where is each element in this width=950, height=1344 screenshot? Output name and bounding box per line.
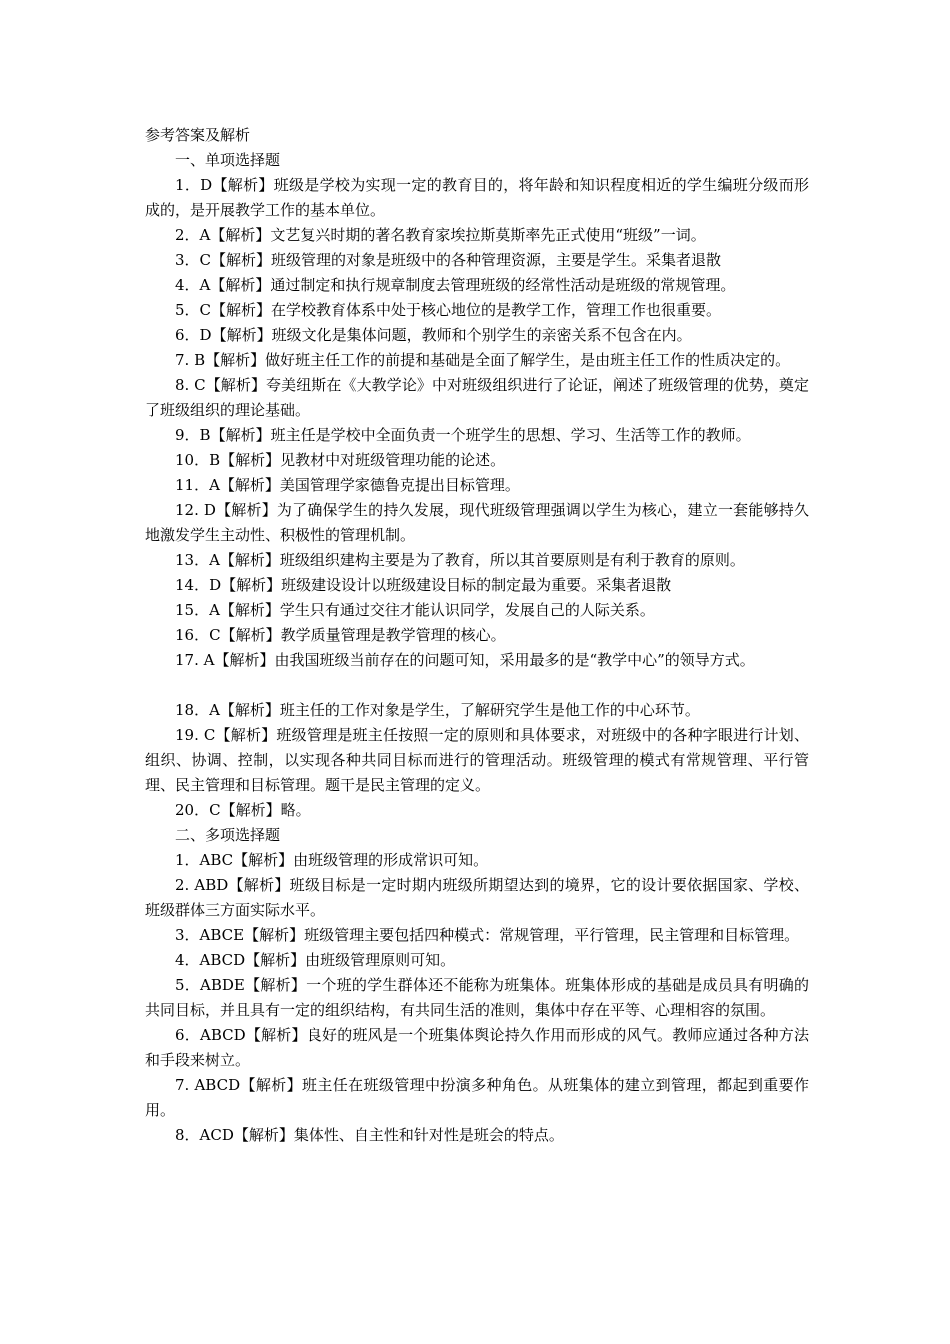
answer-item: 7. B【解析】做好班主任工作的前提和基础是全面了解学生，是由班主任工作的性质决定的。 [175, 351, 791, 369]
answer-item: 6．ABCD【解析】良好的班风是一个班集体舆论持久作用而形成的风气。教师应通过各种方法和手段来树立。 [145, 1026, 809, 1069]
answer-item: 5．C【解析】在学校教育体系中处于核心地位的是教学工作，管理工作也很重要。 [175, 301, 722, 319]
answer-item: 4．A【解析】通过制定和执行规章制度去管理班级的经常性活动是班级的常规管理。 [175, 276, 736, 294]
answer-item: 20．C【解析】略。 [175, 801, 311, 819]
blank-line [145, 673, 809, 698]
page-title: 参考答案及解析 [145, 126, 251, 144]
answer-item: 7. ABCD【解析】班主任在班级管理中扮演多种角色。从班集体的建立到管理，都起到重要作用。 [145, 1076, 809, 1119]
answer-item: 18．A【解析】班主任的工作对象是学生，了解研究学生是他工作的中心环节。 [175, 701, 700, 719]
answer-item: 17. A【解析】由我国班级当前存在的问题可知，采用最多的是“教学中心”的领导方式。 [175, 651, 755, 669]
answer-item: 3．ABCE【解析】班级管理主要包括四种模式：常规管理，平行管理，民主管理和目标管理。 [175, 926, 800, 944]
document-content [145, 123, 809, 1148]
answer-item: 19. C【解析】班级管理是班主任按照一定的原则和具体要求，对班级中的各种字眼进行计划、组织、协调、控制，以实现各种共同目标而进行的管理活动。班级管理的模式有常规管理、平行管理、民主管理和目标管理。题干是民主管理的定义。 [145, 726, 809, 794]
answer-item: 11．A【解析】美国管理学家德鲁克提出目标管理。 [175, 476, 520, 494]
answer-item: 3．C【解析】班级管理的对象是班级中的各种管理资源，主要是学生。采集者退散 [175, 251, 722, 269]
answer-item: 16．C【解析】教学质量管理是教学管理的核心。 [175, 626, 506, 644]
answer-item: 2．A【解析】文艺复兴时期的著名教育家埃拉斯莫斯率先正式使用“班级”一词。 [175, 226, 706, 244]
answer-item: 13．A【解析】班级组织建构主要是为了教育，所以其首要原则是有利于教育的原则。 [175, 551, 745, 569]
answer-item: 8．ACD【解析】集体性、自主性和针对性是班会的特点。 [175, 1126, 564, 1144]
answer-item: 6．D【解析】班级文化是集体问题，教师和个别学生的亲密关系不包含在内。 [175, 326, 692, 344]
answer-item: 9．B【解析】班主任是学校中全面负责一个班学生的思想、学习、生活等工作的教师。 [175, 426, 751, 444]
answer-item: 15．A【解析】学生只有通过交往才能认识同学，发展自己的人际关系。 [175, 601, 655, 619]
answer-item: 12. D【解析】为了确保学生的持久发展，现代班级管理强调以学生为核心，建立一套能够持久地激发学生主动性、积极性的管理机制。 [145, 501, 809, 544]
answer-item: 10．B【解析】见教材中对班级管理功能的论述。 [175, 451, 506, 469]
answer-item: 5．ABDE【解析】一个班的学生群体还不能称为班集体。班集体形成的基础是成员具有明确的共同目标，并且具有一定的组织结构，有共同生活的准则，集体中存在平等、心理相容的氛围。 [145, 976, 809, 1019]
answer-item: 1．D【解析】班级是学校为实现一定的教育目的，将年龄和知识程度相近的学生编班分级而形成的，是开展教学工作的基本单位。 [145, 176, 809, 219]
answer-item: 2. ABD【解析】班级目标是一定时期内班级所期望达到的境界，它的设计要依据国家、学校、班级群体三方面实际水平。 [145, 876, 809, 919]
section-heading-single-choice: 一、单项选择题 [175, 151, 281, 169]
answer-item: 1．ABC【解析】由班级管理的形成常识可知。 [175, 851, 489, 869]
answer-item: 8. C【解析】夸美纽斯在《大教学论》中对班级组织进行了论证，阐述了班级管理的优势，奠定了班级组织的理论基础。 [145, 376, 809, 419]
section-heading-multiple-choice: 二、多项选择题 [175, 826, 281, 844]
answer-item: 4．ABCD【解析】由班级管理原则可知。 [175, 951, 456, 969]
answer-item: 14．D【解析】班级建设设计以班级建设目标的制定最为重要。采集者退散 [175, 576, 672, 594]
